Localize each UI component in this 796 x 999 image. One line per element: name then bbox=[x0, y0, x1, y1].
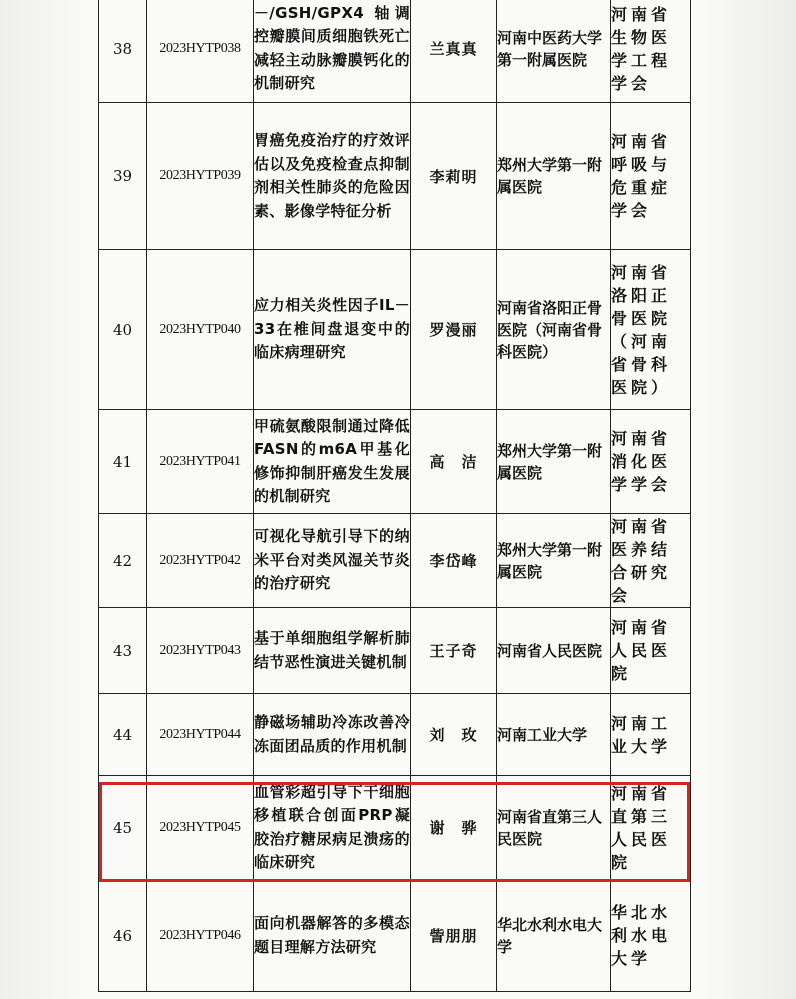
recommender-cell bbox=[611, 608, 691, 694]
work-unit: 河南中医药大学第一附属医院 bbox=[497, 28, 603, 69]
applicant-name: 訾朋朋 bbox=[411, 880, 497, 992]
project-title: 基于单细胞组学解析肺结节恶性演进关键机制 bbox=[254, 629, 410, 671]
project-title: 胃癌免疫治疗的疗效评估以及免疫检查点抑制剂相关性肺炎的危险因素、影像学特征分析 bbox=[254, 131, 410, 220]
project-id: 2023HYTP043 bbox=[147, 608, 254, 694]
table-row bbox=[99, 103, 691, 250]
table-row bbox=[99, 250, 691, 410]
row-number: 40 bbox=[99, 250, 147, 410]
recommender-cell bbox=[611, 103, 691, 250]
table-row bbox=[99, 880, 691, 992]
applicant-name: 王子奇 bbox=[411, 608, 497, 694]
row-number: 42 bbox=[99, 514, 147, 608]
project-title-cell bbox=[254, 776, 411, 880]
project-title-cell bbox=[254, 250, 411, 410]
applicant-name: 刘 玫 bbox=[411, 694, 497, 776]
project-title: －/GSH/GPX4 轴调控瓣膜间质细胞铁死亡减轻主动脉瓣膜钙化的机制研究 bbox=[254, 3, 410, 92]
project-title-cell bbox=[254, 410, 411, 514]
project-title: 面向机器解答的多模态题目理解方法研究 bbox=[254, 914, 410, 956]
table-row bbox=[99, 608, 691, 694]
applicant-name: 李岱峰 bbox=[411, 514, 497, 608]
work-unit: 郑州大学第一附属医院 bbox=[497, 441, 603, 482]
recommender-cell bbox=[611, 776, 691, 880]
project-title: 静磁场辅助冷冻改善冷冻面团品质的作用机制 bbox=[254, 713, 410, 755]
project-id: 2023HYTP044 bbox=[147, 694, 254, 776]
row-number: 41 bbox=[99, 410, 147, 514]
recommender-cell bbox=[611, 514, 691, 608]
recommender: 河南省生物医学工程学会 bbox=[611, 4, 672, 93]
unit-cell bbox=[497, 608, 611, 694]
project-title: 血管彩超引导下干细胞移植联合创面PRP凝胶治疗糖尿病足溃疡的临床研究 bbox=[254, 782, 410, 871]
unit-cell bbox=[497, 880, 611, 992]
recommender-cell bbox=[611, 694, 691, 776]
project-id: 2023HYTP040 bbox=[147, 250, 254, 410]
project-id: 2023HYTP042 bbox=[147, 514, 254, 608]
recommender: 河南工业大学 bbox=[611, 713, 672, 756]
work-unit: 河南工业大学 bbox=[497, 725, 588, 744]
project-title-cell bbox=[254, 694, 411, 776]
recommender-cell bbox=[611, 410, 691, 514]
recommender: 河南省医养结合研究会 bbox=[611, 516, 672, 605]
recommender: 河南省呼吸与危重症学会 bbox=[611, 132, 672, 220]
project-title: 应力相关炎性因子IL－33在椎间盘退变中的临床病理研究 bbox=[254, 296, 410, 362]
project-title: 甲硫氨酸限制通过降低FASN的m6A甲基化修饰抑制肝癌发生发展的机制研究 bbox=[254, 416, 410, 505]
project-id: 2023HYTP046 bbox=[147, 880, 254, 992]
work-unit: 河南省直第三人民医院 bbox=[497, 807, 603, 848]
applicant-name: 罗漫丽 bbox=[411, 250, 497, 410]
row-number: 39 bbox=[99, 103, 147, 250]
work-unit: 华北水利水电大学 bbox=[497, 915, 603, 956]
unit-cell bbox=[497, 776, 611, 880]
project-title-cell bbox=[254, 880, 411, 992]
project-title-cell bbox=[254, 103, 411, 250]
unit-cell bbox=[497, 250, 611, 410]
applicant-name: 兰真真 bbox=[411, 0, 497, 103]
recommender-cell bbox=[611, 880, 691, 992]
project-list-table bbox=[98, 0, 691, 992]
recommender-cell bbox=[611, 250, 691, 410]
work-unit: 郑州大学第一附属医院 bbox=[497, 156, 603, 196]
row-number: 45 bbox=[99, 776, 147, 880]
project-id: 2023HYTP039 bbox=[147, 103, 254, 250]
table-row-highlighted bbox=[99, 776, 691, 880]
work-unit: 河南省人民医院 bbox=[497, 641, 603, 660]
recommender-cell bbox=[611, 0, 691, 103]
applicant-name: 谢 骅 bbox=[411, 776, 497, 880]
table-row bbox=[99, 0, 691, 103]
row-number: 38 bbox=[99, 0, 147, 103]
applicant-name: 李莉明 bbox=[411, 103, 497, 250]
project-title-cell bbox=[254, 0, 411, 103]
work-unit: 河南省洛阳正骨医院（河南省骨科医院） bbox=[497, 298, 603, 361]
recommender: 河南省洛阳正骨医院（河南省骨科医院） bbox=[611, 262, 672, 397]
recommender: 河南省人民医院 bbox=[611, 618, 672, 683]
unit-cell bbox=[497, 514, 611, 608]
unit-cell bbox=[497, 410, 611, 514]
unit-cell bbox=[497, 694, 611, 776]
unit-cell bbox=[497, 103, 611, 250]
work-unit: 郑州大学第一附属医院 bbox=[497, 540, 603, 581]
applicant-name: 高 洁 bbox=[411, 410, 497, 514]
project-title-cell bbox=[254, 514, 411, 608]
table-row bbox=[99, 410, 691, 514]
row-number: 44 bbox=[99, 694, 147, 776]
recommender: 河南省直第三人民医院 bbox=[611, 783, 672, 872]
row-number: 43 bbox=[99, 608, 147, 694]
project-title-cell bbox=[254, 608, 411, 694]
table-row bbox=[99, 694, 691, 776]
recommender: 华北水利水电大学 bbox=[611, 903, 672, 968]
row-number: 46 bbox=[99, 880, 147, 992]
project-id: 2023HYTP038 bbox=[147, 0, 254, 103]
project-id: 2023HYTP041 bbox=[147, 410, 254, 514]
table-row bbox=[99, 514, 691, 608]
project-title: 可视化导航引导下的纳米平台对类风湿关节炎的治疗研究 bbox=[254, 527, 410, 593]
unit-cell bbox=[497, 0, 611, 103]
recommender: 河南省消化医学学会 bbox=[611, 429, 672, 494]
project-id: 2023HYTP045 bbox=[147, 776, 254, 880]
